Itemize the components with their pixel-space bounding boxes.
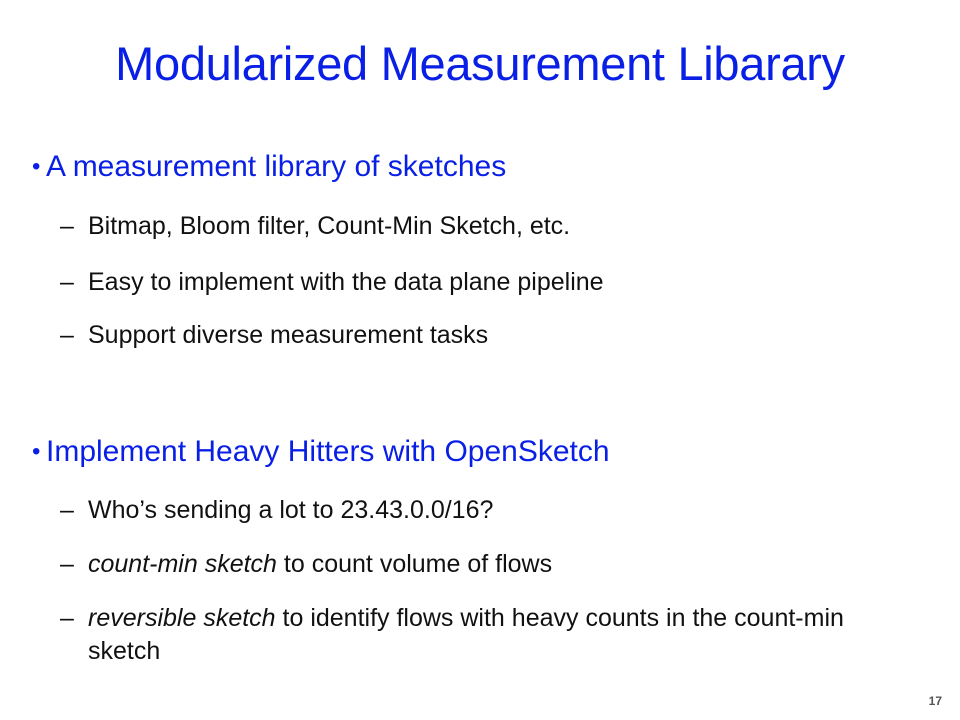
sub-item-text: [88, 210, 908, 243]
bullet-icon: •: [32, 153, 41, 180]
sub-item-text: [88, 602, 908, 668]
page-number: 17: [928, 694, 942, 708]
dash-icon: –: [60, 604, 74, 632]
bullet-text: A measurement library of sketches: [46, 150, 507, 183]
bullet-text: Implement Heavy Hitters with OpenSketch: [46, 435, 610, 468]
dash-icon: –: [60, 496, 74, 524]
sub-item-part: to count volume of flows: [276, 550, 553, 578]
dash-icon: –: [60, 212, 74, 240]
dash-icon: –: [60, 268, 74, 296]
sub-item-text: [88, 494, 908, 527]
bullet-icon: •: [32, 438, 41, 465]
sub-item-part: to identify flows with heavy counts in the count-min sketch: [88, 604, 844, 665]
slide-title: Modularized Measurement Libarary: [115, 37, 845, 90]
sub-item-text: [88, 548, 908, 581]
sub-item-text: [88, 266, 908, 299]
sub-item-italic-part: count-min sketch: [88, 550, 277, 578]
dash-icon: –: [60, 321, 74, 349]
sub-item-part: Who’s sending a lot to 23.43.0.0/16?: [88, 496, 494, 524]
sub-item-italic-part: reversible sketch: [88, 604, 276, 632]
sub-item-part: Easy to implement with the data plane pipeline: [88, 268, 604, 296]
sub-item-part: Bitmap, Bloom filter, Count-Min Sketch, etc.: [88, 212, 571, 240]
dash-icon: –: [60, 550, 74, 578]
sub-item-text: [88, 319, 908, 352]
sub-item-part: Support diverse measurement tasks: [88, 321, 489, 349]
